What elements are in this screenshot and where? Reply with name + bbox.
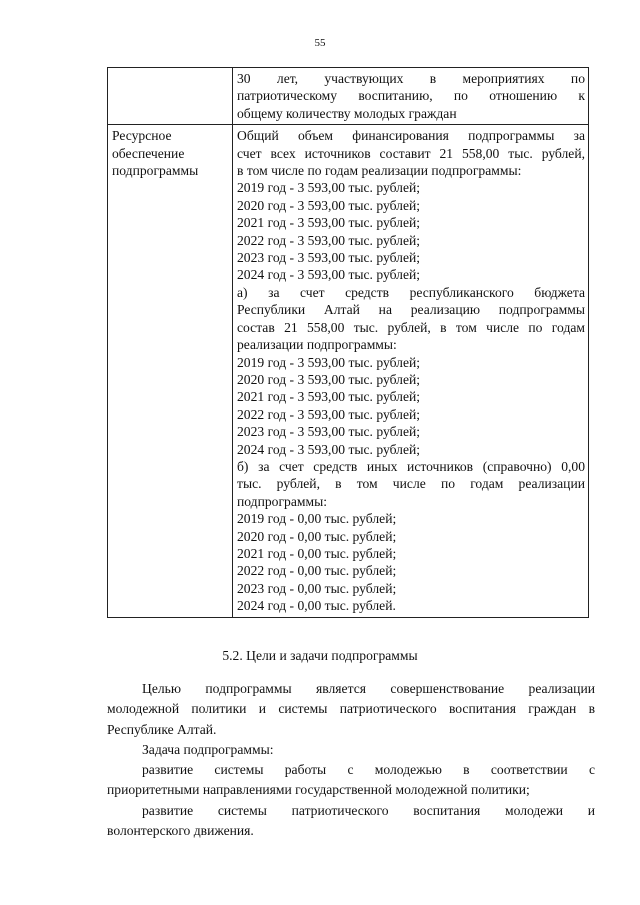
cell-label-line: Ресурсное bbox=[112, 128, 172, 144]
cell-line: счет всех источников составит 21 558,00 тыс. рублей, bbox=[237, 145, 585, 161]
cell-line: 2024 год - 3 593,00 тыс. рублей; bbox=[237, 267, 421, 283]
page-number: 55 bbox=[314, 37, 326, 49]
cell-line: 2022 год - 3 593,00 тыс. рублей; bbox=[237, 406, 421, 422]
cell-line: патриотическому воспитанию, по отношению к bbox=[237, 88, 585, 104]
cell-line: б) за счет средств иных источников (справочно) 0,00 bbox=[237, 458, 585, 474]
cell-line: 2020 год - 0,00 тыс. рублей; bbox=[237, 528, 397, 544]
text-line: Целью подпрограммы является совершенствование реализации bbox=[142, 681, 595, 696]
table-cell-value bbox=[233, 125, 589, 617]
cell-line: состав 21 558,00 тыс. рублей, в том числе по годам bbox=[237, 319, 585, 335]
section-heading: 5.2. Цели и задачи подпрограммы bbox=[222, 648, 418, 663]
cell-line: 2024 год - 0,00 тыс. рублей. bbox=[237, 598, 396, 614]
paragraph-goal bbox=[107, 679, 595, 740]
cell-line: 2021 год - 3 593,00 тыс. рублей; bbox=[237, 215, 421, 231]
cell-line: 2021 год - 3 593,00 тыс. рублей; bbox=[237, 389, 421, 405]
cell-line: 2019 год - 3 593,00 тыс. рублей; bbox=[237, 180, 421, 196]
cell-line: подпрограммы: bbox=[237, 493, 327, 509]
table-cell-label bbox=[108, 125, 233, 617]
cell-line: 2020 год - 3 593,00 тыс. рублей; bbox=[237, 371, 421, 387]
cell-line: 2022 год - 3 593,00 тыс. рублей; bbox=[237, 232, 421, 248]
cell-line: 2019 год - 3 593,00 тыс. рублей; bbox=[237, 354, 421, 370]
paragraph-task-1 bbox=[107, 760, 595, 801]
table-cell-value bbox=[233, 68, 589, 125]
cell-line: 30 лет, участвующих в мероприятиях по bbox=[237, 71, 585, 86]
table-row bbox=[108, 68, 589, 125]
cell-line: 2021 год - 0,00 тыс. рублей; bbox=[237, 545, 397, 561]
text-line: развитие системы патриотического воспитания молодежи и bbox=[142, 802, 595, 818]
paragraph-task-2 bbox=[107, 801, 595, 842]
text-line: молодежной политики и системы патриотического воспитания граждан в bbox=[107, 701, 595, 717]
table-row bbox=[108, 125, 589, 617]
cell-line: общему количеству молодых граждан bbox=[237, 105, 457, 121]
cell-line: Общий объем финансирования подпрограммы за bbox=[237, 128, 585, 144]
body-text bbox=[107, 679, 595, 841]
cell-line: в том числе по годам реализации подпрограммы: bbox=[237, 163, 522, 179]
cell-line: 2019 год - 0,00 тыс. рублей; bbox=[237, 511, 397, 527]
text-line: Задача подпрограммы: bbox=[142, 741, 274, 757]
cell-line: Республики Алтай на реализацию подпрограммы bbox=[237, 302, 585, 318]
cell-line: 2022 год - 0,00 тыс. рублей; bbox=[237, 563, 397, 579]
cell-line: 2020 год - 3 593,00 тыс. рублей; bbox=[237, 197, 421, 213]
cell-line: 2023 год - 0,00 тыс. рублей; bbox=[237, 580, 397, 596]
cell-line: 2023 год - 3 593,00 тыс. рублей; bbox=[237, 250, 421, 266]
cell-label-line: обеспечение bbox=[112, 145, 185, 161]
cell-line: реализации подпрограммы: bbox=[237, 337, 397, 353]
cell-line: 2023 год - 3 593,00 тыс. рублей; bbox=[237, 424, 421, 440]
cell-line: тыс. рублей, в том числе по годам реализации bbox=[237, 476, 585, 492]
text-line: волонтерского движения. bbox=[107, 823, 254, 839]
passport-table bbox=[107, 67, 589, 618]
cell-line: 2024 год - 3 593,00 тыс. рублей; bbox=[237, 441, 421, 457]
text-line: приоритетными направлениями государственной молодежной политики; bbox=[107, 782, 530, 798]
text-line: развитие системы работы с молодежью в соответствии с bbox=[142, 762, 595, 778]
text-line: Республике Алтай. bbox=[107, 721, 217, 737]
cell-label-line: подпрограммы bbox=[112, 163, 199, 179]
table-cell-label bbox=[108, 68, 233, 125]
paragraph-task-title bbox=[107, 740, 595, 760]
cell-line: а) за счет средств республиканского бюджета bbox=[237, 284, 585, 300]
